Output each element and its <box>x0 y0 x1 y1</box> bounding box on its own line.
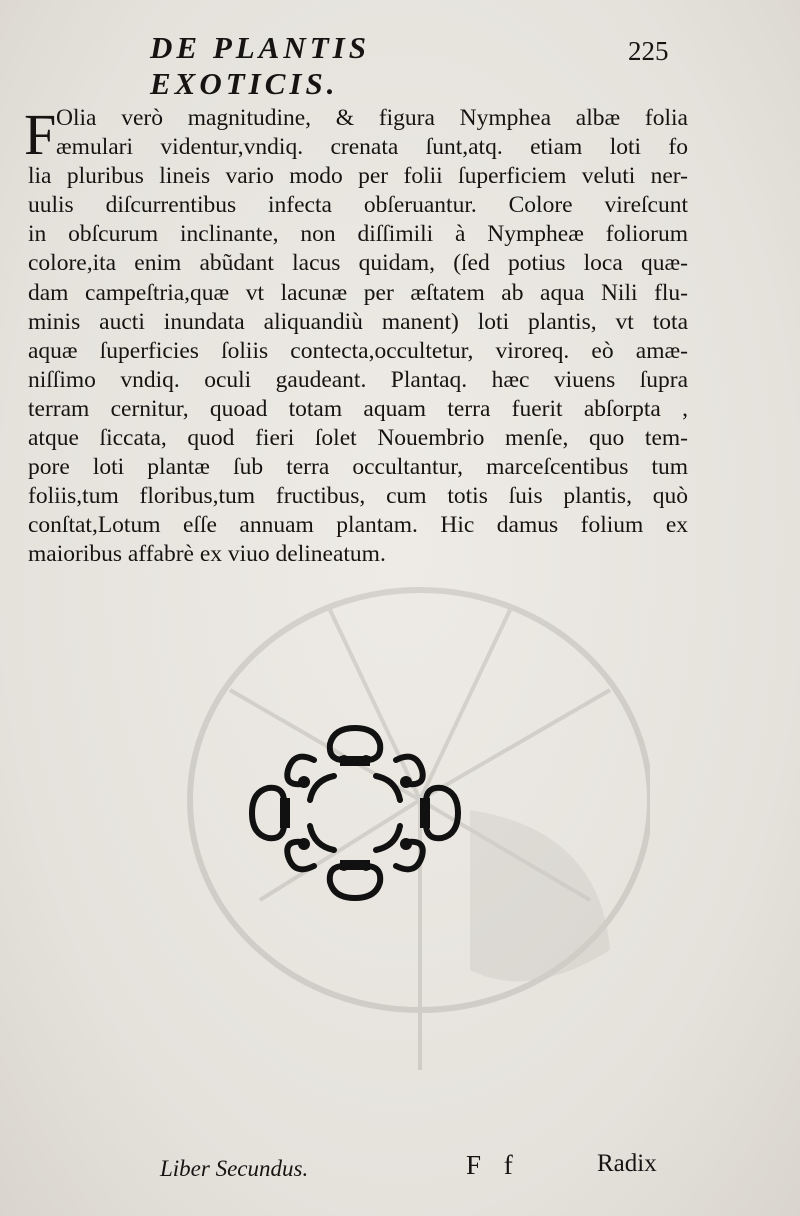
text-line: dam campeſtria,quæ vt lacunæ per æſtatem ab aqua Nili flu- <box>28 279 688 306</box>
text-line: conſtat,Lotum eſſe annuam plantam. Hic damus folium ex <box>28 512 688 539</box>
text-line: niſſimo vndiq. oculi gaudeant. Plantaq. hæc viuens ſupra <box>28 366 688 393</box>
signature-mark: F f <box>466 1150 521 1180</box>
body-text <box>28 104 688 570</box>
text-line: minis aucti inundata aliquandiù manent) loti plantis, vt tota <box>28 308 688 335</box>
catchword: Radix <box>597 1150 657 1177</box>
book-signature: Liber Secundus. <box>160 1156 309 1181</box>
text-line: atque ſiccata, quod fieri ſolet Nouembrio menſe, quo tem- <box>28 425 688 452</box>
text-line: terram cernitur, quoad totam aquam terra fuerit abſorpta , <box>28 395 688 422</box>
text-line: foliis,tum floribus,tum fructibus, cum totis ſuis plantis, quò <box>28 483 688 510</box>
text-line: Olia verò magnitudine, & figura Nymphea albæ folia <box>56 105 688 131</box>
text-line: æmulari videntur,vndiq. crenata ſunt,atq. etiam loti fo <box>56 134 688 161</box>
page-number: 225 <box>628 36 669 66</box>
text-line: colore,ita enim abũdant lacus quidam, (ſed potius loca quæ- <box>28 250 688 277</box>
text-line: uulis diſcurrentibus infecta obſeruantur. Colore vireſcunt <box>28 192 688 219</box>
running-head: DE PLANTIS EXOTICIS. <box>150 30 370 101</box>
text-line: in obſcurum inclinante, non diſſimili à Nympheæ foliorum <box>28 221 688 248</box>
printers-ornament-fleuron <box>244 720 466 906</box>
text-line: lia pluribus lineis vario modo per folii ſuperficiem veluti ner- <box>28 163 688 190</box>
text-line: maioribus affabrè ex viuo delineatum. <box>28 541 386 568</box>
drop-initial: F <box>24 102 57 167</box>
text-line: aquæ ſuperficies ſoliis contecta,occultetur, viroreq. eò amæ- <box>28 337 688 364</box>
text-line: pore loti plantæ ſub terra occultantur, marceſcentibus tum <box>28 454 688 481</box>
